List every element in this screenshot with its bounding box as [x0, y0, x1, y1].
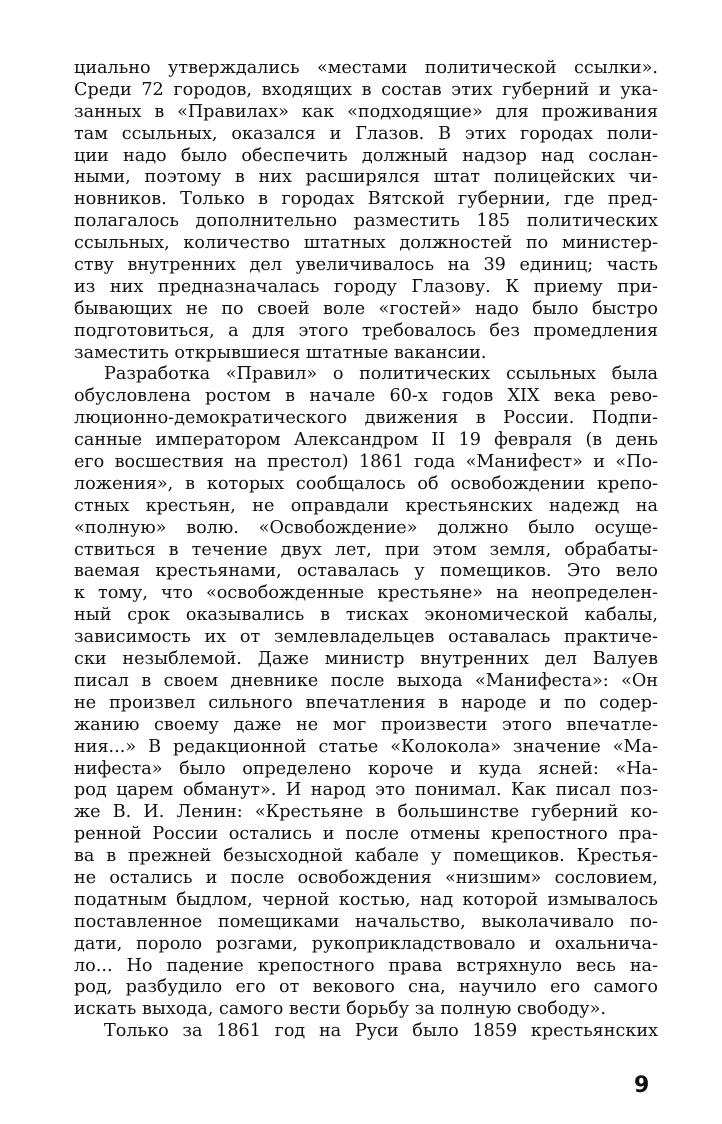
text-line: его восшествия на престол) 1861 года «Манифест» и «По-: [74, 452, 658, 473]
text-line: ски незыблемой. Даже министр внутренних дел Валуев: [74, 649, 658, 670]
text-line: Только за 1861 год на Руси было 1859 крестьянских: [104, 1021, 658, 1042]
text-line: нифеста» было определено короче и куда ясней: «На-: [74, 758, 658, 779]
text-line: к тому, что «освобожденные крестьяне» на неопределен-: [74, 583, 658, 604]
text-line: искать выхода, самого вести борьбу за полную свободу».: [74, 999, 606, 1020]
text-line: ными, поэтому в них расширялся штат полицейских чи-: [74, 167, 658, 188]
text-line: ложения», в которых сообщалось об освобождении крепо-: [74, 473, 658, 494]
text-line: род, разбудило его от векового сна, научило его самого: [74, 977, 658, 998]
text-line: стных крестьян, не оправдали крестьянских надежд на: [74, 495, 658, 516]
text-line: ссыльных, количество штатных должностей по министер-: [74, 233, 658, 254]
text-line: писал в своем дневнике после выхода «Манифеста»: «Он: [74, 670, 658, 691]
text-line: ствиться в течение двух лет, при этом земля, обрабаты-: [74, 539, 658, 560]
text-line: не остались и после освобождения «низшим» сословием,: [74, 867, 658, 888]
text-line: новников. Только в городах Вятской губернии, где пред-: [74, 189, 658, 210]
text-line: же В. И. Ленин: «Крестьяне в большинстве губерний ко-: [74, 802, 658, 823]
text-line: санные императором Александром II 19 февраля (в день: [74, 430, 658, 451]
text-line: ции надо было обеспечить должный надзор над сослан-: [74, 145, 658, 166]
text-line: дати, пороло розгами, рукоприкладствовало и охальнича-: [74, 933, 658, 954]
text-line: «полную» волю. «Освобождение» должно было осуще-: [74, 517, 658, 538]
paragraph-2: [74, 364, 658, 1021]
text-line: ный срок оказывались в тисках экономической кабалы,: [74, 605, 658, 626]
text-line: ло... Но падение крепостного права встряхнуло весь на-: [74, 955, 658, 976]
text-line: ва в прежней безысходной кабале у помещиков. Крестья-: [74, 846, 658, 867]
text-line: из них предназначалась городу Глазову. К приему при-: [74, 276, 658, 297]
text-line: Среди 72 городов, входящих в состав этих губерний и ука-: [74, 79, 658, 100]
page-body: [74, 58, 658, 1043]
paragraph-1: [74, 58, 658, 364]
text-line: люционно-демократического движения в России. Подпи-: [74, 408, 658, 429]
text-line: подготовиться, а для этого требовалось без промедления: [74, 320, 658, 341]
page-number: 9: [634, 1073, 650, 1098]
text-line: ния...» В редакционной статье «Колокола» значение «Ма-: [74, 736, 658, 757]
text-line: ваемая крестьянами, оставалась у помещиков. Это вело: [74, 561, 658, 582]
text-line: поставленное помещиками начальство, выколачивало по-: [74, 911, 658, 932]
text-line: заместить открывшиеся штатные вакансии.: [74, 342, 487, 363]
text-line: бывающих не по своей воле «гостей» надо было быстро: [74, 298, 658, 319]
text-line: жанию своему даже не мог произвести этого впечатле-: [74, 714, 658, 735]
text-line: циально утверждались «местами политической ссылки».: [74, 58, 658, 78]
text-line: там ссыльных, оказался и Глазов. В этих городах поли-: [74, 123, 658, 144]
paragraph-3: [74, 1021, 658, 1043]
text-line: ству внутренних дел увеличивалось на 39 единиц; часть: [74, 255, 658, 276]
text-line: ренной России остались и после отмены крепостного пра-: [74, 824, 658, 845]
text-line: Разработка «Правил» о политических ссыльных была: [104, 364, 658, 385]
text-line: зависимость их от землевладельцев оставалась практиче-: [74, 627, 658, 648]
text-line: податным быдлом, черной костью, над которой измывалось: [74, 889, 658, 910]
text-line: род царем обманут». И народ это понимал. Как писал поз-: [74, 780, 658, 801]
text-line: не произвел сильного впечатления в народе и по содер-: [74, 692, 658, 713]
text-line: полагалось дополнительно разместить 185 политических: [74, 211, 658, 232]
text-line: обусловлена ростом в начале 60-х годов XIX века рево-: [74, 386, 658, 407]
text-line: занных в «Правилах» как «подходящие» для проживания: [74, 101, 658, 122]
